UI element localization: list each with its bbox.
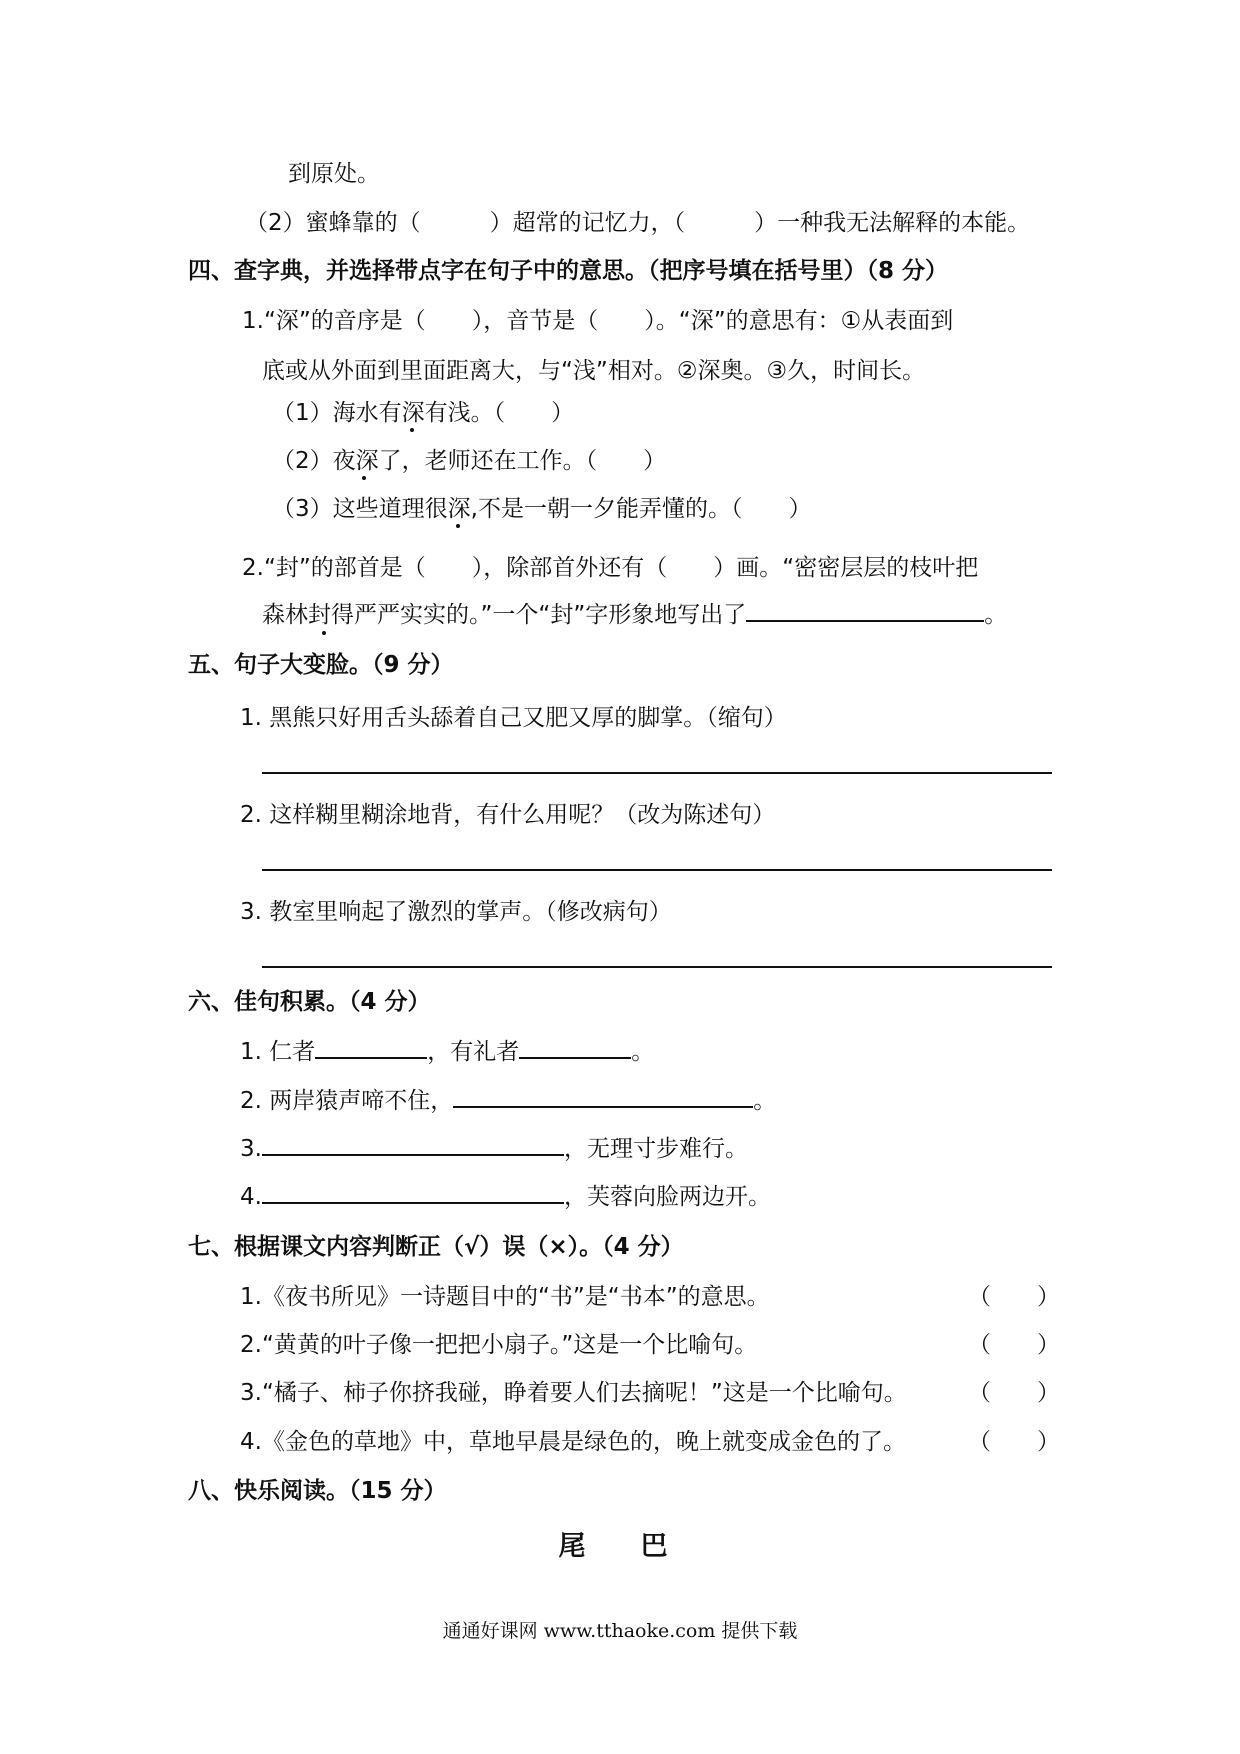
emphasis-dot — [410, 428, 414, 432]
s4-q2-line2 — [262, 600, 1007, 630]
answer-line[interactable] — [262, 869, 1052, 871]
emphasis-dot — [456, 524, 460, 528]
s5-q1: 1. 黑熊只好用舌头舔着自己又肥又厚的脚掌。（缩句） — [240, 705, 787, 731]
page-footer: 通通好课网 www.tthaoke.com 提供下载 — [442, 1620, 798, 1642]
s7-item-2: 2.“黄黄的叶子像一把把小扇子。”这是一个比喻句。 — [240, 1332, 758, 1358]
bee-question-2: （2）蜜蜂靠的（ ）超常的记忆力，（ ）一种我无法解释的本能。 — [245, 210, 1031, 236]
section-7-heading: 七、根据课文内容判断正（√）误（×）。（4 分） — [188, 1234, 684, 1260]
s4-q1-line2: 底或从外面到里面距离大，与“浅”相对。②深奥。③久，时间长。 — [262, 358, 926, 384]
emphasis-dot — [362, 476, 366, 480]
s6-q4 — [240, 1182, 771, 1212]
answer-blank[interactable] — [262, 1153, 564, 1156]
section-8-heading: 八、快乐阅读。（15 分） — [188, 1478, 447, 1504]
emphasis-dot — [322, 631, 326, 635]
s4-q1-sub1: （1）海水有深有浅。（ ） — [272, 400, 575, 426]
reading-title: 尾 巴 — [558, 1531, 682, 1562]
answer-parentheses[interactable]: （ ） — [968, 1429, 1060, 1455]
s4-q2-line1: 2.“封”的部首是（ ），除部首外还有（ ）画。“密密层层的枝叶把 — [242, 555, 979, 581]
answer-blank[interactable] — [746, 619, 984, 622]
s6-q2-text-b: 。 — [753, 1088, 777, 1114]
answer-blank[interactable] — [262, 1201, 564, 1204]
answer-line[interactable] — [262, 772, 1052, 774]
s4-q2-end: 。 — [984, 602, 1008, 628]
s6-q2 — [240, 1086, 776, 1116]
s6-q3-text-b: ，无理寸步难行。 — [563, 1136, 748, 1162]
s7-item-3: 3.“橘子、柿子你挤我碰，睁着要人们去摘呢！”这是一个比喻句。 — [240, 1380, 907, 1406]
s4-q1-sub2: （2）夜深了，老师还在工作。（ ） — [272, 448, 667, 474]
s4-q1-sub3: （3）这些道理很深,不是一朝一夕能弄懂的。（ ） — [272, 496, 812, 522]
s6-q1-text-b: ，有礼者 — [427, 1039, 520, 1065]
s6-q1-text-a: 1. 仁者 — [240, 1039, 316, 1065]
s6-q1-text-c: 。 — [631, 1039, 655, 1065]
s6-q3 — [240, 1134, 748, 1164]
answer-parentheses[interactable]: （ ） — [968, 1284, 1060, 1310]
s6-q2-text-a: 2. 两岸猿声啼不住， — [240, 1088, 454, 1114]
s6-q1 — [240, 1037, 654, 1067]
s7-item-1: 1.《夜书所见》一诗题目中的“书”是“书本”的意思。 — [240, 1284, 770, 1310]
s5-q2: 2. 这样糊里糊涂地背，有什么用呢？（改为陈述句） — [240, 802, 776, 828]
s4-q1-line1: 1.“深”的音序是（ ），音节是（ ）。“深”的意思有：①从表面到 — [242, 308, 954, 334]
s7-item-4: 4.《金色的草地》中，草地早晨是绿色的，晚上就变成金色的了。 — [240, 1429, 906, 1455]
answer-line[interactable] — [262, 966, 1052, 968]
s6-q4-text-b: ，芙蓉向脸两边开。 — [563, 1184, 771, 1210]
answer-parentheses[interactable]: （ ） — [968, 1332, 1060, 1358]
section-4-heading: 四、查字典，并选择带点字在句子中的意思。（把序号填在括号里）（8 分） — [188, 258, 949, 284]
section-5-heading: 五、句子大变脸。（9 分） — [188, 652, 454, 678]
answer-blank[interactable] — [315, 1056, 427, 1059]
answer-parentheses[interactable]: （ ） — [968, 1380, 1060, 1406]
s6-q4-text-a: 4. — [240, 1184, 262, 1210]
prev-question-continuation: 到原处。 — [288, 161, 380, 187]
answer-blank[interactable] — [453, 1105, 753, 1108]
s4-q2-line2-text: 森林封得严严实实的。”一个“封”字形象地写出了 — [262, 602, 747, 628]
section-6-heading: 六、佳句积累。（4 分） — [188, 989, 431, 1015]
s5-q3: 3. 教室里响起了激烈的掌声。（修改病句） — [240, 899, 672, 925]
answer-blank[interactable] — [519, 1056, 631, 1059]
s6-q3-text-a: 3. — [240, 1136, 262, 1162]
